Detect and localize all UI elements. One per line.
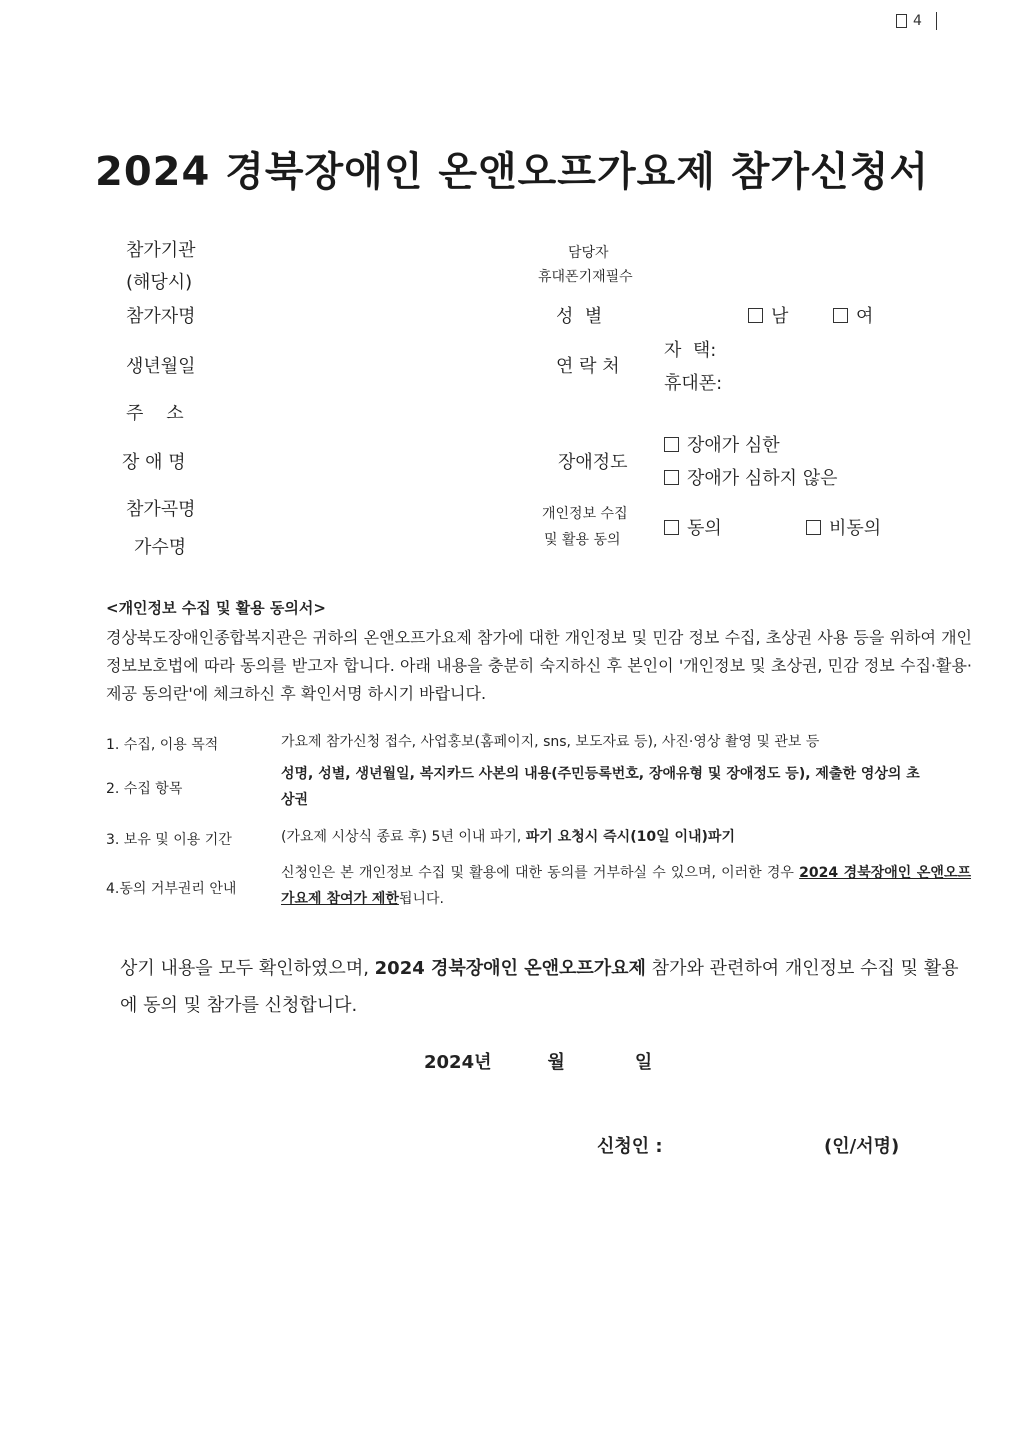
- checkbox-icon[interactable]: [833, 308, 848, 323]
- disability-label: 장 애 명: [122, 452, 186, 473]
- purpose-text: 가요제 참가신청 접수, 사업홍보(홈페이지, sns, 보도자료 등), 사진·영상 촬영 및 관보 등: [281, 734, 820, 750]
- application-date: 2024년 월 일: [424, 1052, 653, 1073]
- consent-label: 개인정보 수집: [542, 506, 628, 522]
- signature-seal-label: (인/서명): [824, 1136, 900, 1157]
- retention-text: (가요제 시상식 종료 후) 5년 이내 파기, 파기 요청시 즉시(10일 이내)파기: [281, 829, 735, 845]
- divider: [936, 12, 937, 30]
- severity-label: 장애정도: [558, 452, 628, 473]
- consent-label-note: 및 활용 동의: [544, 532, 621, 548]
- privacy-intro: 경상북도장애인종합복지관은 귀하의 온앤오프가요제 참가에 대한 개인정보 및 민감 정보 수집, 초상권 사용 등을 위하여 개인정보보호법에 따라 동의를 받고자 합니다. 아래 내용을 충분히 숙지하신 후 본인이 '개인정보 및 초상권, 민감 정보 수집·활용·제공 동의란'에 체크하신 후 확인서명 하시기 바랍니다.: [106, 628, 972, 703]
- org-label-note: (해당시): [126, 272, 193, 293]
- refusal-label: 4.동의 거부권리 안내: [106, 881, 237, 897]
- phone-label: 연 락 처: [556, 356, 620, 377]
- checkbox-icon[interactable]: [806, 520, 821, 535]
- gender-label: 성 별: [556, 306, 603, 327]
- consent-disagree-option[interactable]: 비동의: [806, 514, 881, 540]
- retention-label: 3. 보유 및 이용 기간: [106, 832, 232, 848]
- gender-female-option[interactable]: 여: [833, 302, 873, 328]
- phone-mobile-label: 휴대폰:: [664, 373, 723, 394]
- checkbox-icon[interactable]: [664, 520, 679, 535]
- singer-label: 가수명: [134, 537, 187, 558]
- refusal-text: 신청인은 본 개인정보 수집 및 활용에 대한 동의를 거부하실 수 있으며, 이러한 경우 2024 경북장애인 온앤오프가요제 참여가 제한됩니다.: [281, 865, 972, 907]
- purpose-label: 1. 수집, 이용 목적: [106, 737, 219, 753]
- gender-male-option[interactable]: 남: [748, 302, 788, 328]
- birth-label: 생년월일: [126, 356, 196, 377]
- page-title: 2024 경북장애인 온앤오프가요제 참가신청서: [95, 149, 929, 195]
- items-text: 성명, 성별, 생년월일, 복지카드 사본의 내용(주민등록번호, 장애유형 및 장애정도 등), 제출한 영상의 초상권: [281, 766, 920, 808]
- consent-agree-option[interactable]: 동의: [664, 514, 722, 540]
- page-icon: [896, 14, 907, 28]
- address-label: 주 소: [126, 403, 184, 424]
- contact-label-note: 휴대폰기재필수: [538, 269, 633, 285]
- checkbox-icon[interactable]: [664, 470, 679, 485]
- applicant-signature-label: 신청인 :: [597, 1136, 663, 1157]
- confirm-statement: 상기 내용을 모두 확인하였으며, 2024 경북장애인 온앤오프가요제 참가와 관련하여 개인정보 수집 및 활용에 동의 및 참가를 신청합니다.: [120, 958, 959, 1016]
- phone-home-label: 자 택:: [664, 340, 717, 361]
- song-label: 참가곡명: [126, 499, 196, 520]
- items-label: 2. 수집 항목: [106, 781, 183, 797]
- privacy-heading: <개인정보 수집 및 활용 동의서>: [106, 599, 326, 617]
- severity-severe-option[interactable]: 장애가 심한: [664, 431, 780, 457]
- org-label: 참가기관: [126, 240, 196, 261]
- checkbox-icon[interactable]: [748, 308, 763, 323]
- page-indicator: 4: [896, 12, 937, 30]
- contact-label: 담당자: [568, 245, 609, 261]
- participant-label: 참가자명: [126, 306, 196, 327]
- severity-mild-option[interactable]: 장애가 심하지 않은: [664, 464, 838, 490]
- checkbox-icon[interactable]: [664, 437, 679, 452]
